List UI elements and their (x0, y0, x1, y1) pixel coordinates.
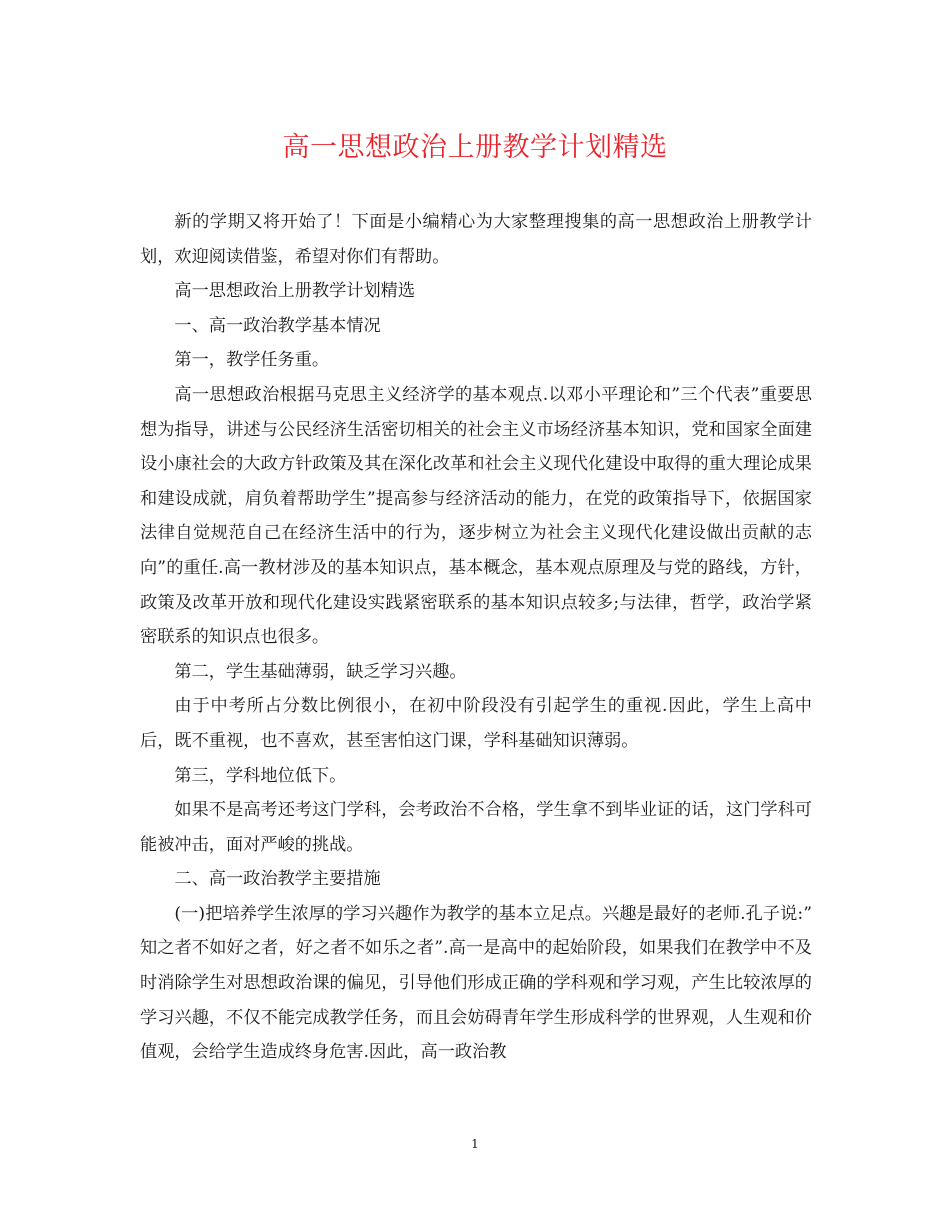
paragraph-point-2: 由于中考所占分数比例很小，在初中阶段没有引起学生的重视.因此，学生上高中后，既不重视，也不喜欢，甚至害怕这门课，学科基础知识薄弱。 (140, 696, 812, 751)
point-heading-2: 第二，学生基础薄弱，缺乏学习兴趣。 (174, 661, 467, 682)
document-title: 高一思想政治上册教学计划精选 (282, 132, 668, 163)
paragraph-point-1: 高一思想政治根据马克思主义经济学的基本观点.以邓小平理论和”三个代表”重要思想为指导，讲述与公民经济生活密切相关的社会主义市场经济基本知识，党和国家全面建设小康社会的大政方针政策及其在深化改革和社会主义现代化建设中取得的重大理论成果和建设成就，肩负着帮助学生”提高参与经济活动的能力，在党的政策指导下，依据国家法律自觉规范自己在经济生活中的行为，逐步树立为社会主义现代化建设做出贡献的志向”的重任.高一教材涉及的基本知识点，基本概念，基本观点原理及与党的路线，方针，政策及改革开放和现代化建设实践紧密联系的基本知识点较多;与法律，哲学，政治学紧密联系的知识点也很多。 (140, 384, 812, 648)
paragraph-subtitle: 高一思想政治上册教学计划精选 (174, 281, 416, 302)
paragraph-intro: 新的学期又将开始了！下面是小编精心为大家整理搜集的高一思想政治上册教学计划，欢迎阅读借鉴，希望对你们有帮助。 (140, 212, 812, 267)
document-body (140, 205, 812, 1070)
section-heading-2: 二、高一政治教学主要措施 (174, 869, 381, 890)
paragraph-point-3: 如果不是高考还考这门学科，会考政治不合格，学生拿不到毕业证的话，这门学科可能被冲击，面对严峻的挑战。 (140, 800, 812, 855)
point-heading-3: 第三，学科地位低下。 (174, 765, 347, 786)
point-heading-1: 第一，教学任务重。 (174, 350, 330, 371)
section-heading-1: 一、高一政治教学基本情况 (174, 315, 381, 336)
page-number: 1 (471, 1137, 479, 1151)
paragraph-measure-1: (一)把培养学生浓厚的学习兴趣作为教学的基本立足点。兴趣是最好的老师.孔子说:” 知之者不如好之者，好之者不如乐之者”.高一是高中的起始阶段，如果我们在教学中不及时消除学生对思想政治课的偏见，引导他们形成正确的学科观和学习观，产生比较浓厚的学习兴趣，不仅不能完成教学任务，而且会妨碍青年学生形成科学的世界观，人生观和价值观，会给学生造成终身危害.因此，高一政治教 (140, 903, 812, 1063)
